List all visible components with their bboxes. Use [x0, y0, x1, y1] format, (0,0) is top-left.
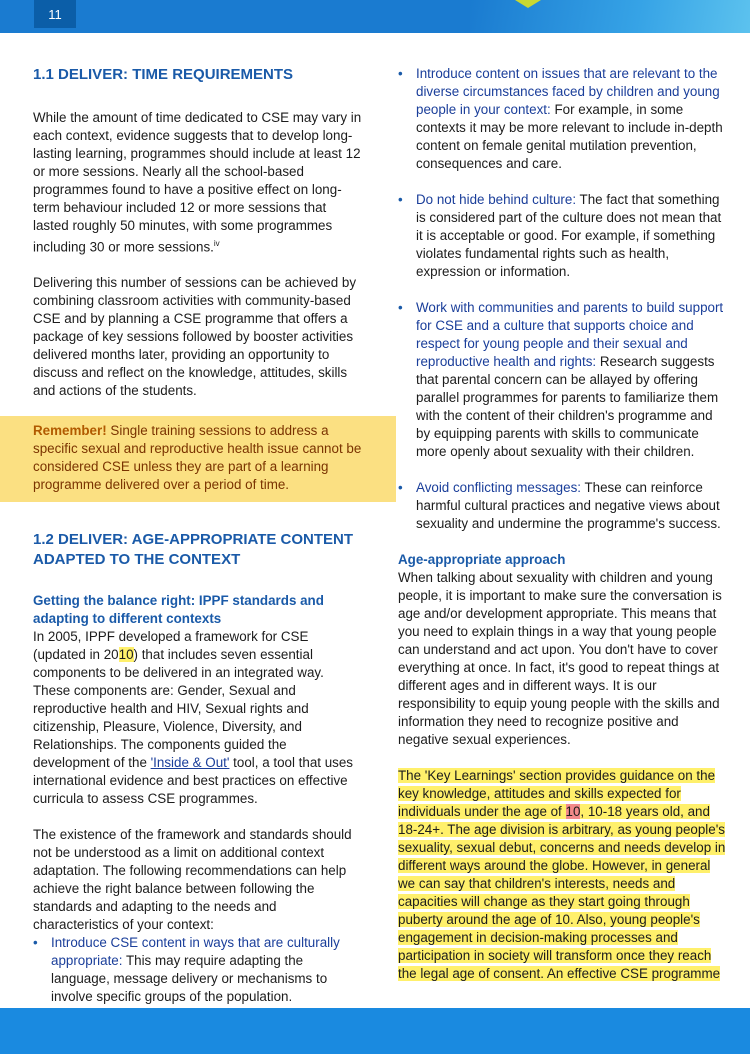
left-column: [33, 65, 363, 1006]
bullet-icon: •: [33, 935, 38, 951]
bullet-culturally-appropriate: • Introduce CSE content in ways that are culturally appropriate: This may require adapting the language, message delivery or mechanisms to involve specific groups of the population.: [33, 935, 340, 1005]
remember-callout: [0, 416, 396, 502]
page-number: 11: [34, 0, 76, 28]
bullet-icon: •: [398, 300, 403, 315]
bullet-culture: • Do not hide behind culture: The fact that something is considered part of the culture does not mean that it is acceptable or good. For example, if something violates fundamental rights such as health, expression or information.: [398, 192, 722, 279]
paragraph-age-approach: When talking about sexuality with children and young people, it is important to make sure the conversation is age and/or development appropriate. This means that you need to explain things in a way that young people can understand and act upon. You don't have to cover everything at once. In fact, it's good to repeat things at different ages and in different ways. It is our responsibility to equip young people with the skills and information they need to recognize positive and negative sexual experiences.: [398, 570, 722, 747]
section-heading-time: 1.1 DELIVER: TIME REQUIREMENTS: [33, 66, 294, 83]
bullet-icon: •: [398, 66, 403, 81]
remember-text: Single training sessions to address a specific sexual and reproductive health issue cannot be considered CSE unless they are part of a learning programme delivered over a period of time.: [33, 423, 362, 493]
bullet-conflicting: • Avoid conflicting messages: These can reinforce harmful cultural practices and negative views about sexuality and undermine the programme's success.: [398, 480, 721, 531]
paragraph-time-2: Delivering this number of sessions can be achieved by combining classroom activities with community-based CSE and by planning a CSE programme that offers a package of key sessions followed by booster activities delivered months later, providing an opportunity to discuss and reflect on the knowledge, attitudes, skills and actions of the students.: [33, 275, 357, 399]
paragraph-key-learnings: The 'Key Learnings' section provides guidance on the key knowledge, attitudes and skills expected for individuals under the age of 10, 10-18 years old, and 18-24+. The age division is arbitrary, as young people's sexuality, sexual debut, concerns and needs develop in different ways around the globe. However, in general we can say that children's interests, needs and capacities will change as they start going through puberty around the age of 10. Also, young people's engagement in decision-making processes and participation in society will transform once they reach the legal age of consent. An effective CSE programme: [398, 768, 726, 981]
top-banner-decoration: [470, 0, 750, 33]
bullet-communities: • Work with communities and parents to build support for CSE and a culture that supports choice and respect for young people and their sexual and reproductive health and rights: Research suggests that parental concern can be allayed by offering parallel programmes for parents to familiarize them with the content of their children's programme and by equipping parents with skills to communicate more openly about sexuality with their children.: [398, 300, 724, 459]
right-column: [398, 65, 728, 983]
paragraph-framework: In 2005, IPPF developed a framework for CSE (updated in 2010) that includes seven essential components to be delivered in an integrated way. These components are: Gender, Sexual and reproductive health and HIV, Sexual rights and citizenship, Pleasure, Violence, Diversity, and Relationships. The components guided the development of the 'Inside & Out' tool, a tool that uses international evidence and best practices on effective curricula to assess CSE programmes.: [33, 629, 354, 807]
paragraph-time-1: While the amount of time dedicated to CSE may vary in each context, evidence suggests that to develop long-lasting learning, programmes should include at least 12 or more sessions. Nearly all the school-based programmes found to have a positive effect on long-term behaviour included 12 or more sessions that lasted roughly 50 minutes, with some programmes including 30 or more sessions.$^{iv}$: [33, 110, 362, 255]
remember-label: Remember!: [33, 423, 107, 439]
subheading-age-approach: Age-appropriate approach: [398, 552, 566, 567]
section-heading-age: 1.2 DELIVER: AGE-APPROPRIATE CONTENT ADAPTED TO THE CONTEXT: [33, 531, 354, 569]
bullet-icon: •: [398, 192, 403, 207]
bullet-relevant-content: • Introduce content on issues that are relevant to the diverse circumstances faced by children and young people in your context: For example, in some contexts it may be more relevant to include in-depth content on female genital mutilation prevention, consequences and care.: [398, 66, 723, 171]
subheading-balance: Getting the balance right: IPPF standards and adapting to different contexts: [33, 593, 324, 627]
bottom-banner: [0, 1008, 750, 1054]
inside-out-link[interactable]: 'Inside & Out': [150, 755, 230, 771]
paragraph-adaptation: The existence of the framework and standards should not be understood as a limit on additional context adaptation. The following recommendations can help achieve the right balance between following the standards and adapting to the needs and characteristics of your context:: [33, 827, 352, 933]
bullet-icon: •: [398, 480, 403, 495]
